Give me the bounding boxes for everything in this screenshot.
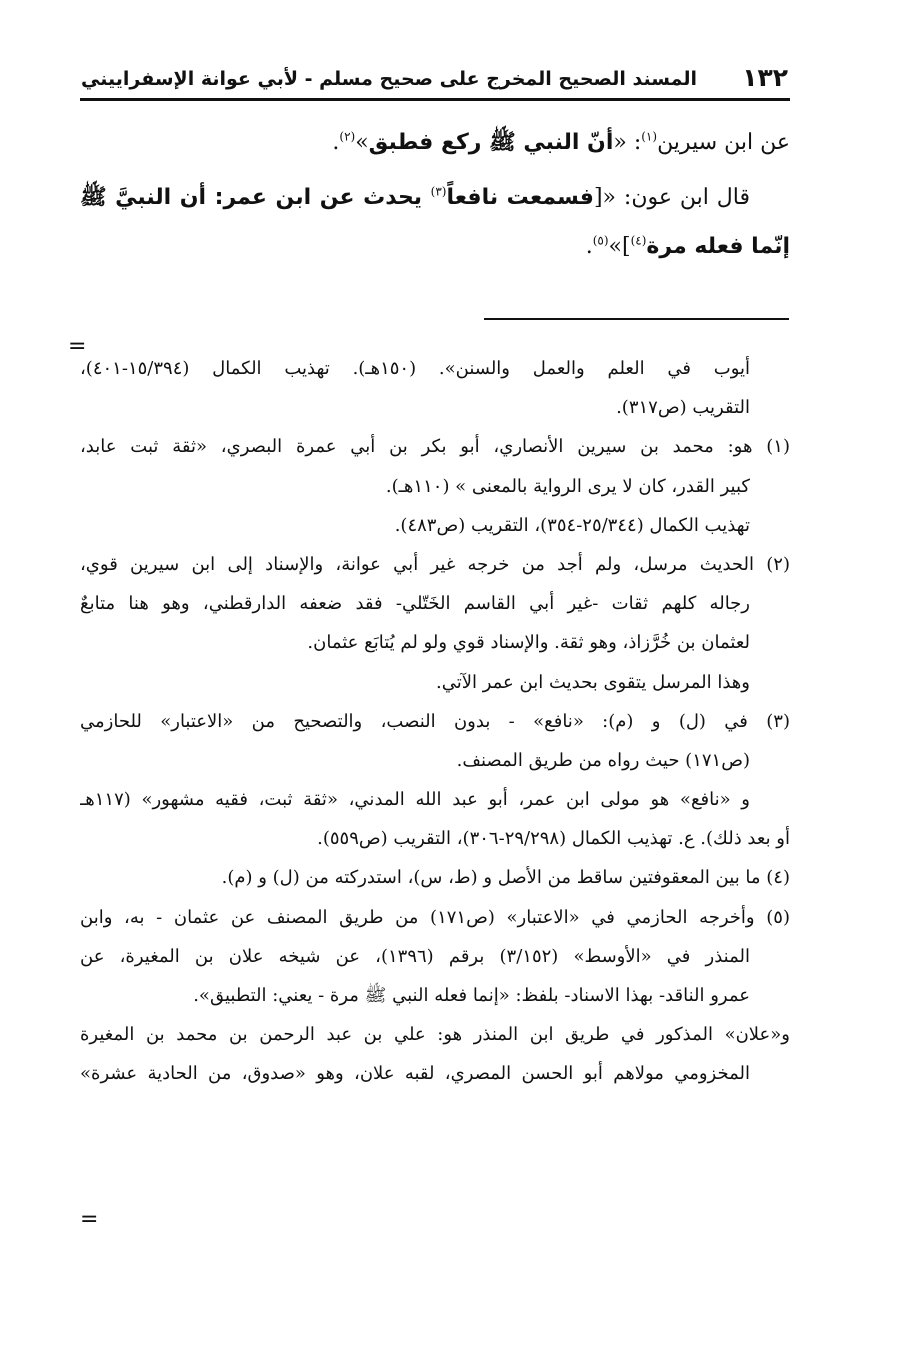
footnote-line: المنذر في «الأوسط» (٣/١٥٢) برقم (١٣٩٦)، عن شيخه علان بن المغيرة، عن [80, 945, 750, 967]
footnote-line: التقريب (ص٣١٧). [616, 397, 750, 419]
footnote-ref-1: (١) [641, 129, 658, 144]
footnote-line: عمرو الناقد- بهذا الاسناد- بلفظ: «إنما فعله النبي ﷺ مرة - يعني: التطبيق». [193, 985, 750, 1006]
footnotes [80, 349, 790, 1094]
continuation-mark-top: = [68, 334, 87, 359]
footnote-line: (٢) الحديث مرسل، ولم أجد من خرجه غير أبي عوانة، والإسناد إلى ابن سيرين قوي، [80, 553, 790, 575]
p1-pre: عن ابن سيرين [657, 130, 790, 155]
main-paragraph-1 [80, 118, 790, 167]
p2-end: . [585, 234, 593, 259]
footnote-ref-5: (٥) [592, 233, 609, 248]
footnote-line: (٣) في (ل) و (م): «نافع» - بدون النصب، والتصحيح من «الاعتبار» للحازمي [80, 710, 790, 732]
footnote-line: رجاله كلهم ثقات -غير أبي القاسم الخَتّلي- فقد ضعفه الدارقطني، وهو هنا متابعٌ [80, 593, 750, 615]
footnote-line: (٥) وأخرجه الحازمي في «الاعتبار» (ص١٧١) من طريق المصنف عن عثمان - به، وابن [80, 906, 790, 928]
continuation-mark-bottom: = [80, 1207, 99, 1232]
hadith-text-2a: فسمعت نافعاً [446, 185, 594, 210]
footnote-line: أو بعد ذلك). ع. تهذيب الكمال (٢٩/٢٩٨-٣٠٦)، التقريب (ص٥٥٩). [317, 828, 790, 850]
footnote-line: تهذيب الكمال (٢٥/٣٤٤-٣٥٤)، التقريب (ص٤٨٣). [394, 514, 750, 536]
footnote-line: (٤) ما بين المعقوفتين ساقط من الأصل و (ط، س)، استدركته من (ل) و (م). [221, 867, 790, 889]
footnote-ref-4: (٤) [630, 233, 647, 248]
running-title: المسند الصحيح المخرج على صحيح مسلم - لأبي عوانة الإسفراييني [81, 68, 697, 90]
p1-end: . [332, 130, 340, 155]
footnote-line: و «نافع» هو مولى ابن عمر، أبو عبد الله المدني، «ثقة ثبت، فقيه مشهور» (١١٧هـ [80, 789, 750, 811]
page-number: ١٣٢ [742, 63, 788, 92]
footnote-line: (١) هو: محمد بن سيرين الأنصاري، أبو بكر بن أبي عمرة البصري، «ثقة ثبت عابد، [80, 436, 790, 458]
footnote-line: أيوب في العلم والعمل والسنن». (١٥٠هـ). تهذيب الكمال (١٥/٣٩٤-٤٠١)، [80, 358, 750, 379]
p1-post: » [355, 130, 369, 155]
hadith-text-2b: يحدث عن ابن عمر: أن النبيَّ ﷺ إنّما فعله مرة [80, 185, 790, 259]
footnote-line: المخزومي مولاهم أبو الحسن المصري، لقبه علان، وهو «صدوق، من الحادية عشرة» [80, 1063, 750, 1085]
footnote-separator-rule [484, 318, 789, 320]
hadith-text-1: أنّ النبي ﷺ ركع فطبق [368, 130, 614, 155]
p2-post: ]» [608, 234, 631, 259]
p2-pre: قال ابن عون: «[ [593, 185, 750, 210]
footnote-line: (ص١٧١) حيث رواه من طريق المصنف. [456, 749, 750, 771]
footnote-line: لعثمان بن خُرَّزاذ، وهو ثقة. والإسناد قوي ولو لم يُتابَع عثمان. [307, 632, 750, 654]
footnote-line: كبير القدر، كان لا يرى الرواية بالمعنى » (١١٠هـ). [385, 475, 750, 497]
page-header [80, 62, 790, 101]
footnote-ref-3: (٣) [430, 184, 447, 199]
footnote-ref-2: (٢) [339, 129, 356, 144]
footnote-line: و«علان» المذكور في طريق ابن المنذر هو: علي بن عبد الرحمن بن محمد بن المغيرة [80, 1024, 790, 1046]
main-paragraph-2 [80, 173, 790, 271]
p1-mid: : « [613, 130, 642, 155]
footnote-line: وهذا المرسل يتقوى بحديث ابن عمر الآتي. [436, 671, 750, 693]
main-text [80, 118, 790, 271]
